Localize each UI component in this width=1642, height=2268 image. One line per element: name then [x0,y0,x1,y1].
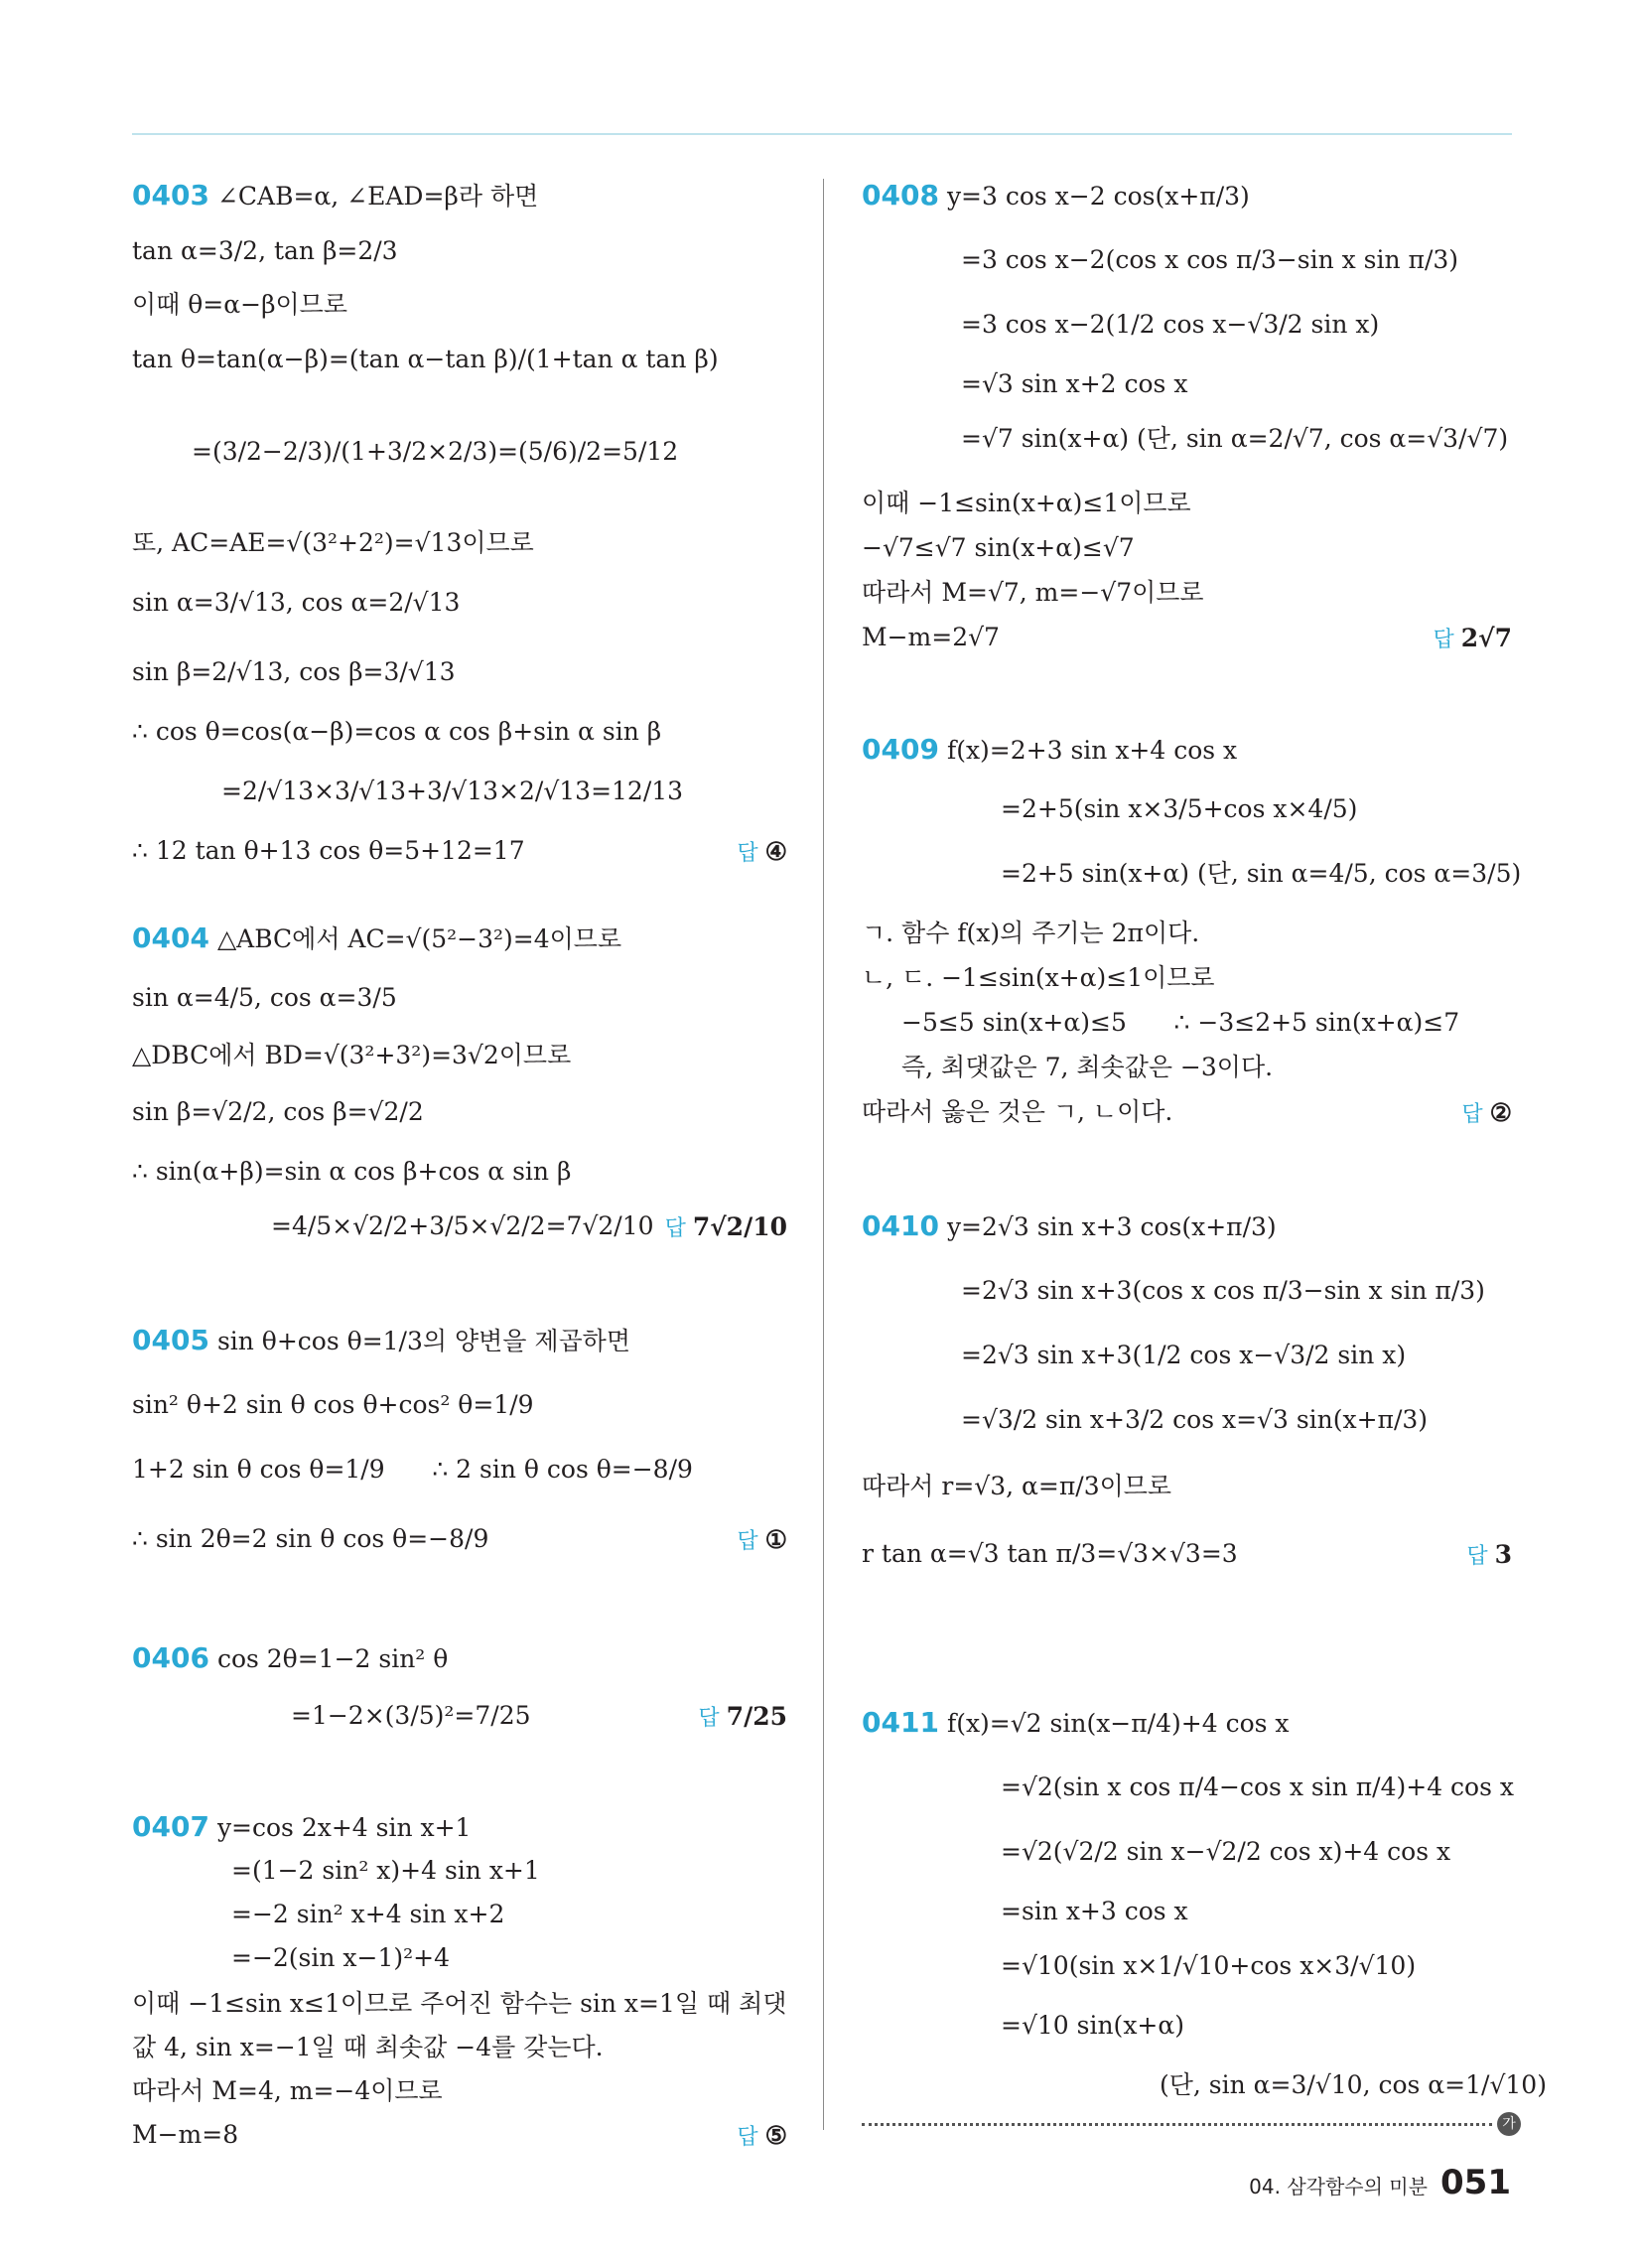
problem-number: 0404 [132,921,209,954]
answer-mark [698,1701,787,1732]
math-text: cos 2θ=1−2 sin² θ [216,1644,449,1673]
solution-line [961,310,1379,340]
math-text: △DBC에서 BD=√(3²+3²)=3√2이므로 [132,1041,572,1069]
math-text: r tan α=√3 tan π/3=√3×√3=3 [862,1539,1238,1568]
answer-label: 답 [1466,1544,1495,1569]
solution-line [1001,1951,1416,1981]
solution-line [961,424,1508,454]
problem-number: 0406 [132,1641,209,1674]
math-text: −5≤5 sin(x+α)≤5 ∴ −3≤2+5 sin(x+α)≤7 [901,1008,1460,1037]
math-text: 즉, 최댓값은 7, 최솟값은 −3이다. [901,1053,1274,1081]
solution-line [862,1539,1238,1569]
solution-line [961,1405,1428,1435]
answer-value: 2√7 [1460,624,1512,652]
math-text: =2/√13×3/√13+3/√13×2/√13=12/13 [221,777,684,805]
math-text: 따라서 r=√3, α=π/3이므로 [862,1472,1172,1500]
solution-line [132,923,621,954]
answer-value: ⑤ [764,2121,787,2150]
problem-number: 0405 [132,1324,209,1356]
solution-line [862,623,1000,652]
solution-line [901,1053,1273,1082]
page-footer [1249,2163,1511,2202]
answer-value: ① [764,1525,787,1554]
math-text: =(1−2 sin² x)+4 sin x+1 [231,1856,540,1885]
answer-value: ④ [764,837,787,866]
math-text: ∴ 12 tan θ+13 cos θ=5+12=17 [132,836,525,865]
problem-number: 0403 [132,179,209,212]
math-text: =√3/2 sin x+3/2 cos x=√3 sin(x+π/3) [961,1405,1429,1434]
solution-line [132,2120,238,2150]
answer-label: 답 [737,1529,765,1554]
math-text: sin α=3/√13, cos α=2/√13 [132,588,461,617]
math-text: sin β=2/√13, cos β=3/√13 [132,657,456,686]
solution-line [862,1097,1172,1127]
solution-line [961,1276,1485,1306]
answer-label: 답 [737,841,765,866]
answer-mark [1461,1097,1512,1128]
solution-line [961,245,1458,275]
solution-line [132,1989,786,2019]
solution-line [132,1524,488,1554]
solution-line [1160,2070,1547,2100]
math-text: =1−2×(3/5)²=7/25 [291,1701,531,1730]
answer-mark [737,2120,787,2151]
solution-line [1001,1897,1188,1926]
answer-label: 답 [1461,1102,1490,1127]
math-text: =4/5×√2/2+3/5×√2/2=7√2/10 [271,1211,654,1240]
answer-mark [737,1524,787,1555]
math-text: =(3/2−2/3)/(1+3/2×2/3)=(5/6)/2=5/12 [192,437,679,466]
answer-value: 7√2/10 [692,1212,787,1241]
math-text: =−2(sin x−1)²+4 [231,1943,451,1972]
solution-line [132,1812,471,1843]
math-text: 따라서 M=√7, m=−√7이므로 [862,578,1204,607]
math-text: ㄴ, ㄷ. −1≤sin(x+α)≤1이므로 [862,963,1215,992]
math-text: =√10 sin(x+α) [1001,2011,1184,2040]
solution-line [132,1643,448,1674]
solution-line [862,533,1135,563]
answer-label: 답 [664,1216,693,1241]
answer-value: ② [1489,1098,1512,1127]
solution-line [132,836,525,866]
solution-line [132,1157,571,1187]
problem-number: 0411 [862,1706,939,1739]
solution-line [132,236,398,266]
solution-line [132,2033,604,2062]
solution-line [862,489,1191,518]
solution-line [192,437,678,467]
math-text: =2+5 sin(x+α) (단, sin α=4/5, cos α=3/5) [1001,859,1522,888]
math-text: =2+5(sin x×3/5+cos x×4/5) [1001,794,1358,823]
problem-number: 0408 [862,179,939,212]
math-text: =sin x+3 cos x [1001,1897,1188,1925]
answer-mark [665,1211,787,1242]
math-text: ∴ sin 2θ=2 sin θ cos θ=−8/9 [132,1524,489,1553]
solution-line [132,345,719,374]
solution-line [132,290,347,320]
math-text: =3 cos x−2(cos x cos π/3−sin x sin π/3) [961,245,1459,274]
answer-mark [737,836,787,867]
solution-line [132,1390,534,1420]
solution-line [231,1943,450,1973]
math-text: =3 cos x−2(1/2 cos x−√3/2 sin x) [961,310,1380,339]
solution-line [862,963,1215,993]
math-text: f(x)=√2 sin(x−π/4)+4 cos x [946,1709,1290,1738]
answer-mark [1434,623,1512,653]
math-text: tan θ=tan(α−β)=(tan α−tan β)/(1+tan α tan β) [132,345,719,373]
solution-line [862,919,1199,948]
solution-line [132,528,534,558]
math-text: =√7 sin(x+α) (단, sin α=2/√7, cos α=√3/√7) [961,424,1509,453]
solution-line [271,1211,654,1241]
header-rule [132,133,1512,135]
math-text: sin² θ+2 sin θ cos θ+cos² θ=1/9 [132,1390,534,1419]
math-text: sin θ+cos θ=1/3의 양변을 제곱하면 [216,1327,630,1355]
math-text: (단, sin α=3/√10, cos α=1/√10) [1160,2070,1547,2099]
solution-line [862,735,1237,766]
math-text: 또, AC=AE=√(3²+2²)=√13이므로 [132,528,534,557]
math-text: sin β=√2/2, cos β=√2/2 [132,1097,424,1126]
math-text: −√7≤√7 sin(x+α)≤√7 [862,533,1135,562]
math-text: sin α=4/5, cos α=3/5 [132,983,397,1012]
math-text: f(x)=2+3 sin x+4 cos x [946,736,1238,765]
solution-line [132,983,397,1013]
math-text: △ABC에서 AC=√(5²−3²)=4이므로 [216,924,622,953]
solution-line [132,1326,630,1356]
math-text: 이때 −1≤sin x≤1이므로 주어진 함수는 sin x=1일 때 최댓 [132,1989,787,2018]
solution-line [132,1041,571,1070]
math-text: y=3 cos x−2 cos(x+π/3) [946,182,1250,211]
problem-number: 0409 [862,733,939,766]
math-text: ∴ sin(α+β)=sin α cos β+cos α sin β [132,1157,572,1186]
math-text: 1+2 sin θ cos θ=1/9 ∴ 2 sin θ cos θ=−8/9 [132,1455,693,1484]
math-text: =2√3 sin x+3(1/2 cos x−√3/2 sin x) [961,1341,1407,1369]
solution-line [862,578,1204,608]
math-text: y=2√3 sin x+3 cos(x+π/3) [946,1212,1277,1241]
answer-label: 답 [698,1706,727,1731]
math-text: =−2 sin² x+4 sin x+2 [231,1900,505,1928]
answer-value: 7/25 [726,1702,787,1731]
solution-line [901,1008,1459,1038]
math-text: 따라서 M=4, m=−4이므로 [132,2076,443,2105]
solution-line [961,369,1187,399]
solution-line [1001,794,1357,824]
problem-number: 0410 [862,1209,939,1242]
solution-line [132,2076,443,2106]
solution-line [221,777,683,806]
answer-value: 3 [1494,1540,1512,1569]
footer-dotted-rule [862,2123,1492,2126]
solution-line [132,588,460,618]
math-text: M−m=8 [132,2120,239,2149]
solution-line [961,1341,1406,1370]
math-text: 따라서 옳은 것은 ㄱ, ㄴ이다. [862,1097,1173,1126]
answer-label: 답 [1433,628,1461,652]
solution-line [291,1701,531,1731]
solution-line [132,181,538,212]
math-text: =√10(sin x×1/√10+cos x×3/√10) [1001,1951,1417,1980]
solution-line [231,1856,540,1886]
math-text: ∠CAB=α, ∠EAD=β라 하면 [216,182,539,211]
solution-line [1001,1772,1514,1802]
page-number: 051 [1440,2163,1511,2202]
solution-line [1001,2011,1184,2041]
column-divider [823,179,824,2130]
solution-line [132,1455,693,1485]
math-text: 이때 −1≤sin(x+α)≤1이므로 [862,489,1191,517]
solution-line [862,1472,1171,1501]
footer-badge: 가 [1497,2112,1521,2136]
solution-line [132,657,456,687]
solution-line [132,1097,424,1127]
math-text: ㄱ. 함수 f(x)의 주기는 2π이다. [862,919,1200,947]
math-text: 이때 θ=α−β이므로 [132,290,347,319]
math-text: y=cos 2x+4 sin x+1 [216,1813,472,1842]
math-text: =2√3 sin x+3(cos x cos π/3−sin x sin π/3) [961,1276,1485,1305]
math-text: =√2(sin x cos π/4−cos x sin π/4)+4 cos x [1001,1772,1514,1801]
math-text: ∴ cos θ=cos(α−β)=cos α cos β+sin α sin β [132,717,662,746]
math-text: M−m=2√7 [862,623,1000,651]
math-text: 값 4, sin x=−1일 때 최솟값 −4를 갖는다. [132,2033,604,2061]
solution-line [1001,1837,1450,1867]
solution-line [862,1708,1290,1739]
solution-line [132,717,661,747]
answer-label: 답 [737,2125,765,2150]
math-text: =√3 sin x+2 cos x [961,369,1188,398]
math-text: =√2(√2/2 sin x−√2/2 cos x)+4 cos x [1001,1837,1451,1866]
problem-number: 0407 [132,1810,209,1843]
solution-line [231,1900,504,1929]
answer-mark [1466,1539,1512,1570]
solution-line [862,1211,1277,1242]
solution-line [1001,859,1521,889]
solution-line [862,181,1250,212]
chapter-title: 04. 삼각함수의 미분 [1249,2175,1428,2198]
math-text: tan α=3/2, tan β=2/3 [132,236,398,265]
